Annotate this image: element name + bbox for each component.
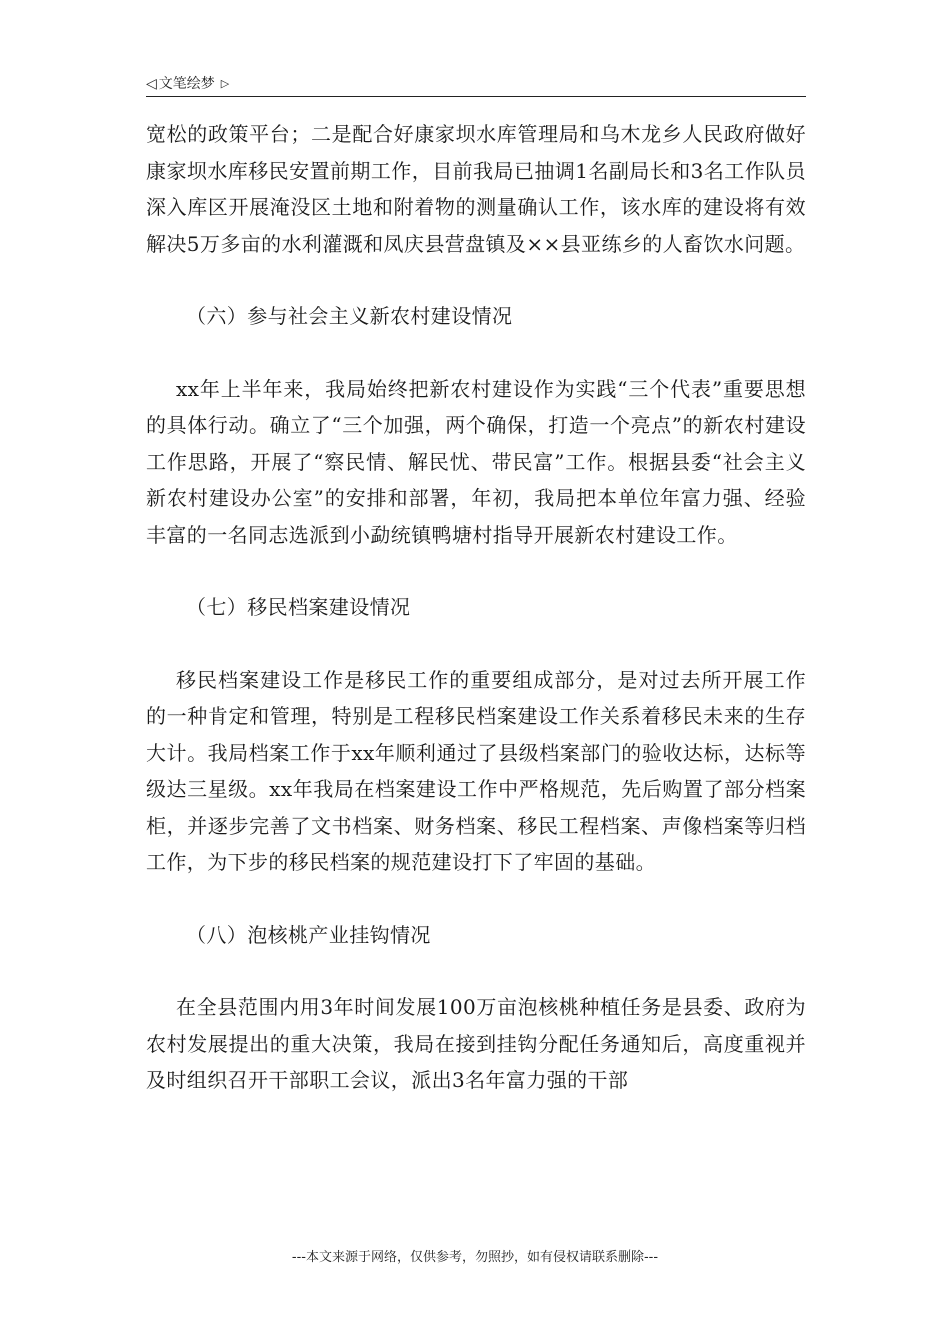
triangle-right-icon: ▷ <box>220 77 230 90</box>
paragraph-migrant-archives: 移民档案建设工作是移民工作的重要组成部分，是对过去所开展工作的一种肯定和管理，特别是工程移民档案建设工作关系着移民未来的生存大计。我局档案工作于xx年顺利通过了县级档案部门的验收达标，达标等级达三星级。xx年我局在档案建设工作中严格规范，先后购置了部分档案柜，并逐步完善了文书档案、财务档案、移民工程档案、声像档案等归档工作，为下步的移民档案的规范建设打下了牢固的基础。 <box>146 667 806 874</box>
section-heading-6: （六）参与社会主义新农村建设情况 <box>186 304 513 328</box>
page-header <box>146 72 806 97</box>
section-heading-7: （七）移民档案建设情况 <box>186 595 411 619</box>
section-heading-8: （八）泡核桃产业挂钩情况 <box>186 922 431 947</box>
paragraph-walnut-industry: 在全县范围内用3年时间发展100万亩泡核桃种植任务是县委、政府为农村发展提出的重大决策，我局在接到挂钩分配任务通知后，高度重视并及时组织召开干部职工会议，派出3名年富力强的干部 <box>146 995 806 1092</box>
paragraph-new-rural-construction: xx年上半年来，我局始终把新农村建设作为实践“三个代表”重要思想的具体行动。确立了“三个加强，两个确保，打造一个亮点”的新农村建设工作思路，开展了“察民情、解民忧、带民富”工作。根据县委“社会主义新农村建设办公室”的安排和部署，年初，我局把本单位年富力强、经验丰富的一名同志选派到小勐统镇鸭塘村指导开展新农村建设工作。 <box>146 376 806 547</box>
paragraph-continued: 宽松的政策平台；二是配合好康家坝水库管理局和乌木龙乡人民政府做好康家坝水库移民安置前期工作，目前我局已抽调1名副局长和3名工作队员深入库区开展淹没区土地和附着物的测量确认工作，该水库的建设将有效解决5万多亩的水利灌溉和凤庆县营盘镇及××县亚练乡的人畜饮水问题。 <box>146 122 806 256</box>
triangle-left-icon: ◁ <box>146 76 157 92</box>
document-body <box>146 116 806 1099</box>
footer-notice: ---本文来源于网络，仅供参考，勿照抄，如有侵权请联系删除--- <box>291 1250 659 1265</box>
header-title: 文笔绘梦 <box>158 76 215 92</box>
